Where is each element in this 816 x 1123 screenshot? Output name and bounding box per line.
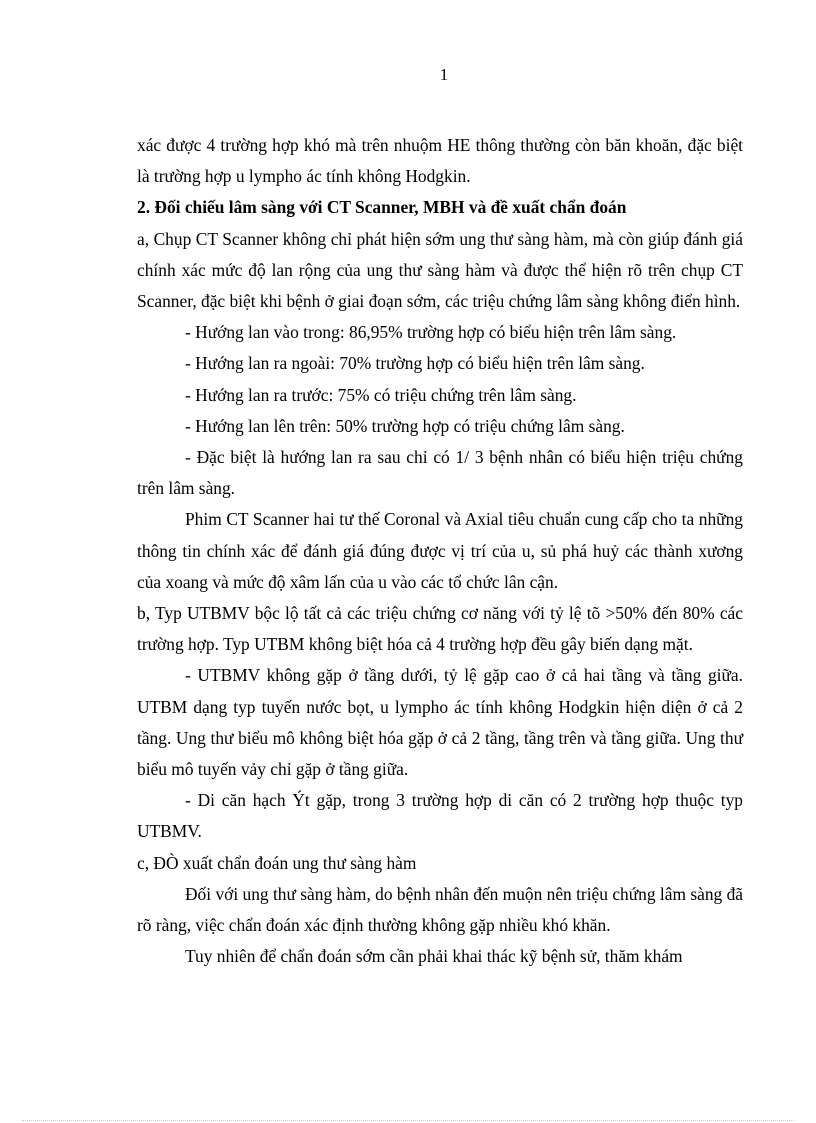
paragraph-typ-utbmv: b, Typ UTBMV bộc lộ tất cả các triệu chứng cơ năng với tỷ lệ tõ >50% đến 80% các trường hợp. Typ UTBM không biệt hóa cả 4 trường hợp đều gây biến dạng mặt. [137,603,743,655]
list-item-spread-forward: - Hướng lan ra trước: 75% có triệu chứng trên lâm sàng. [185,384,577,405]
page-number: 1 [439,65,449,84]
paragraph-ct-film: Phim CT Scanner hai tư thế Coronal và Axial tiêu chuẩn cung cấp cho ta những thông tin chính xác để đánh giá đúng được vị trí của u, sủ phá huỷ các thành xương của xoang và mức độ xâm lấn của u vào các tổ chức lân cận. [137,509,743,592]
document-body [137,130,743,972]
paragraph-diagnosis-early: Tuy nhiên để chẩn đoán sớm cần phải khai thác kỹ bệnh sử, thăm khám [185,946,683,967]
section-heading: 2. Đối chiếu lâm sàng với CT Scanner, MBH và đề xuất chẩn đoán [137,197,627,218]
paragraph-intro-continuation: xác được 4 trường hợp khó mà trên nhuộm HE thông thường còn băn khoăn, đặc biệt là trường hợp u lympho ác tính không Hodgkin. [137,135,743,187]
paragraph-ct-scanner: a, Chụp CT Scanner không chỉ phát hiện sớm ung thư sàng hàm, mà còn giúp đánh giá chính xác mức độ lan rộng của ung thư sàng hàm và được thể hiện rõ trên chụp CT Scanner, đặc biệt khi bệnh ở giai đoạn sớm, các triệu chứng lâm sàng không điển hình. [137,228,743,312]
list-item-spread-outward: - Hướng lan ra ngoài: 70% trường hợp có biểu hiện trên lâm sàng. [185,353,645,374]
paragraph-diagnosis-late: Đối với ung thư sàng hàm, do bệnh nhân đến muộn nên triệu chứng lâm sàng đã rõ ràng, việc chẩn đoán xác định thường không gặp nhiều khó khăn. [137,883,743,936]
paragraph-diagnosis-heading: c, ĐÒ xuất chẩn đoán ung thư sàng hàm [137,852,417,873]
list-item-spread-upward: - Hướng lan lên trên: 50% trường hợp có triệu chứng lâm sàng. [185,415,625,436]
footer-divider [22,1120,794,1121]
list-item-spread-inward: - Hướng lan vào trong: 86,95% trường hợp có biểu hiện trên lâm sàng. [185,322,677,343]
list-item-utbmv-floors: - UTBMV không gặp ở tầng dưới, tỷ lệ gặp cao ở cả hai tầng và tầng giữa. UTBM dạng typ tuyến nước bọt, u lympho ác tính không Hodgkin hiện diện ở cả 2 tầng. Ung thư biểu mô không biệt hóa gặp ở cả 2 tầng, tầng trên và tầng giữa. Ung thư biểu mô tuyến vảy chỉ gặp ở tầng giữa. [137,665,743,780]
list-item-lymph-metastasis: - Di căn hạch Ýt gặp, trong 3 trường hợp di căn có 2 trường hợp thuộc typ UTBMV. [137,790,743,842]
list-item-spread-backward: - Đặc biệt là hướng lan ra sau chỉ có 1/ 3 bệnh nhân có biểu hiện triệu chứng trên lâm sàng. [137,447,743,499]
